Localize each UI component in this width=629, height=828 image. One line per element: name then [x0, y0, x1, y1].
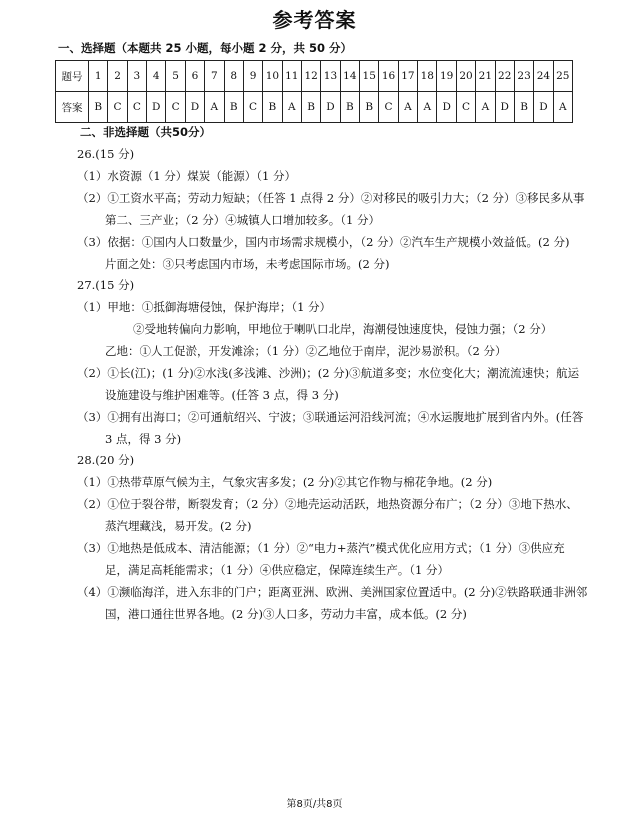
answer-cell: B — [263, 92, 282, 123]
question-number-cell: 7 — [205, 61, 224, 92]
row-label-answer: 答案 — [56, 92, 89, 123]
answer-cell: B — [224, 92, 243, 123]
answer-line: （1）甲地：①抵御海塘侵蚀，保护海岸；（1 分） — [77, 300, 332, 314]
answer-cell: A — [205, 92, 224, 123]
section-heading-nonchoice: 二、非选择题（共50分） — [80, 125, 212, 139]
answer-line: （2）①长(江)；(1 分)②水浅(多浅滩、沙洲)；(2 分)③航道多变；水位变化大；潮流流速快；航运 — [77, 366, 580, 380]
answer-cell: C — [379, 92, 398, 123]
answer-line: 足，满足高耗能需求；（1 分）④供应稳定，保障连续生产。（1 分） — [105, 563, 449, 577]
page-footer: 第8页/共8页 — [286, 799, 343, 810]
answer-cell: D — [185, 92, 204, 123]
answer-line: （3）依据：①国内人口数量少，国内市场需求规模小，（2 分）②汽车生产规模小效益低。(2 分) — [77, 235, 570, 249]
answer-cell: B — [301, 92, 320, 123]
answer-line: 国，港口通往世界各地。(2 分)③人口多，劳动力丰富，成本低。(2 分) — [105, 607, 467, 621]
question-number-cell: 4 — [147, 61, 166, 92]
question-number-cell: 16 — [379, 61, 398, 92]
answer-cell: A — [282, 92, 301, 123]
question-number-cell: 8 — [224, 61, 243, 92]
answer-line: 第二、三产业；（2 分）④城镇人口增加较多。（1 分） — [105, 213, 380, 227]
q26-heading: 26.(15 分) — [77, 147, 135, 161]
answer-line: （3）①拥有出海口；②可通航绍兴、宁波；③联通运河沿线河流；④水运腹地扩展到省内外。(任答 — [77, 410, 584, 424]
answer-cell: C — [243, 92, 262, 123]
question-number-cell: 5 — [166, 61, 185, 92]
answer-cell: B — [514, 92, 533, 123]
answer-cell: B — [340, 92, 359, 123]
answer-cell: A — [398, 92, 417, 123]
answer-line: （1）①热带草原气候为主，气象灾害多发；(2 分)②其它作物与棉花争地。(2 分) — [77, 475, 493, 489]
question-number-cell: 10 — [263, 61, 282, 92]
answer-cell: B — [360, 92, 379, 123]
answer-cell: D — [321, 92, 340, 123]
page-title: 参考答案 — [272, 8, 357, 32]
answer-table — [55, 60, 573, 123]
answer-line: （1）水资源（1 分）煤炭（能源）（1 分） — [77, 169, 297, 183]
q27-heading: 27.(15 分) — [77, 278, 135, 292]
answer-line: 片面之处：③只考虑国内市场，未考虑国际市场。(2 分) — [105, 257, 390, 271]
answer-row — [56, 92, 573, 123]
row-label-number: 题号 — [56, 61, 89, 92]
question-number-cell: 9 — [243, 61, 262, 92]
question-number-cell: 17 — [398, 61, 417, 92]
answer-cell: A — [553, 92, 572, 123]
answer-line: 3 点，得 3 分) — [105, 432, 182, 446]
answer-line: （3）①地热是低成本、清洁能源；（1 分）②“电力+蒸汽”模式优化应用方式；（1 分）③供应充 — [77, 541, 565, 555]
answer-cell: D — [147, 92, 166, 123]
answer-cell: C — [108, 92, 127, 123]
answer-line: 乙地：①人工促淤，开发滩涂；（1 分）②乙地位于南岸，泥沙易淤积。（2 分） — [105, 344, 507, 358]
answer-cell: D — [495, 92, 514, 123]
answer-cell: D — [534, 92, 553, 123]
question-number-cell: 2 — [108, 61, 127, 92]
answer-cell: B — [89, 92, 108, 123]
question-number-cell: 6 — [185, 61, 204, 92]
answer-line: （2）①位于裂谷带，断裂发育；（2 分）②地壳运动活跃，地热资源分布广；（2 分）③地下热水、 — [77, 497, 578, 511]
answer-line: （4）①濒临海洋，进入东非的门户；距离亚洲、欧洲、美洲国家位置适中。(2 分)②铁路联通非洲邻 — [77, 585, 588, 599]
question-number-cell: 19 — [437, 61, 456, 92]
question-number-row — [56, 61, 573, 92]
section-heading-choice: 一、选择题（本题共 25 小题，每小题 2 分，共 50 分） — [58, 41, 353, 55]
question-number-cell: 22 — [495, 61, 514, 92]
question-number-cell: 20 — [456, 61, 475, 92]
question-number-cell: 23 — [514, 61, 533, 92]
answer-line: （2）①工资水平高；劳动力短缺；（任答 1 点得 2 分）②对移民的吸引力大；（2 分）③移民多从事 — [77, 191, 585, 205]
answer-cell: C — [166, 92, 185, 123]
answer-cell: C — [127, 92, 146, 123]
question-number-cell: 13 — [321, 61, 340, 92]
answer-cell: C — [456, 92, 475, 123]
q28-heading: 28.(20 分) — [77, 453, 135, 467]
question-number-cell: 3 — [127, 61, 146, 92]
question-number-cell: 21 — [476, 61, 495, 92]
question-number-cell: 25 — [553, 61, 572, 92]
answer-cell: A — [476, 92, 495, 123]
answer-line: ②受地转偏向力影响，甲地位于喇叭口北岸，海潮侵蚀速度快，侵蚀力强；（2 分） — [133, 322, 553, 336]
question-number-cell: 24 — [534, 61, 553, 92]
question-number-cell: 15 — [360, 61, 379, 92]
question-number-cell: 11 — [282, 61, 301, 92]
question-number-cell: 14 — [340, 61, 359, 92]
question-number-cell: 18 — [418, 61, 437, 92]
answer-cell: D — [437, 92, 456, 123]
answer-line: 蒸汽埋藏浅，易开发。(2 分) — [105, 519, 252, 533]
question-number-cell: 1 — [89, 61, 108, 92]
answer-line: 设施建设与维护困难等。(任答 3 点，得 3 分) — [105, 388, 339, 402]
question-number-cell: 12 — [301, 61, 320, 92]
answer-cell: A — [418, 92, 437, 123]
